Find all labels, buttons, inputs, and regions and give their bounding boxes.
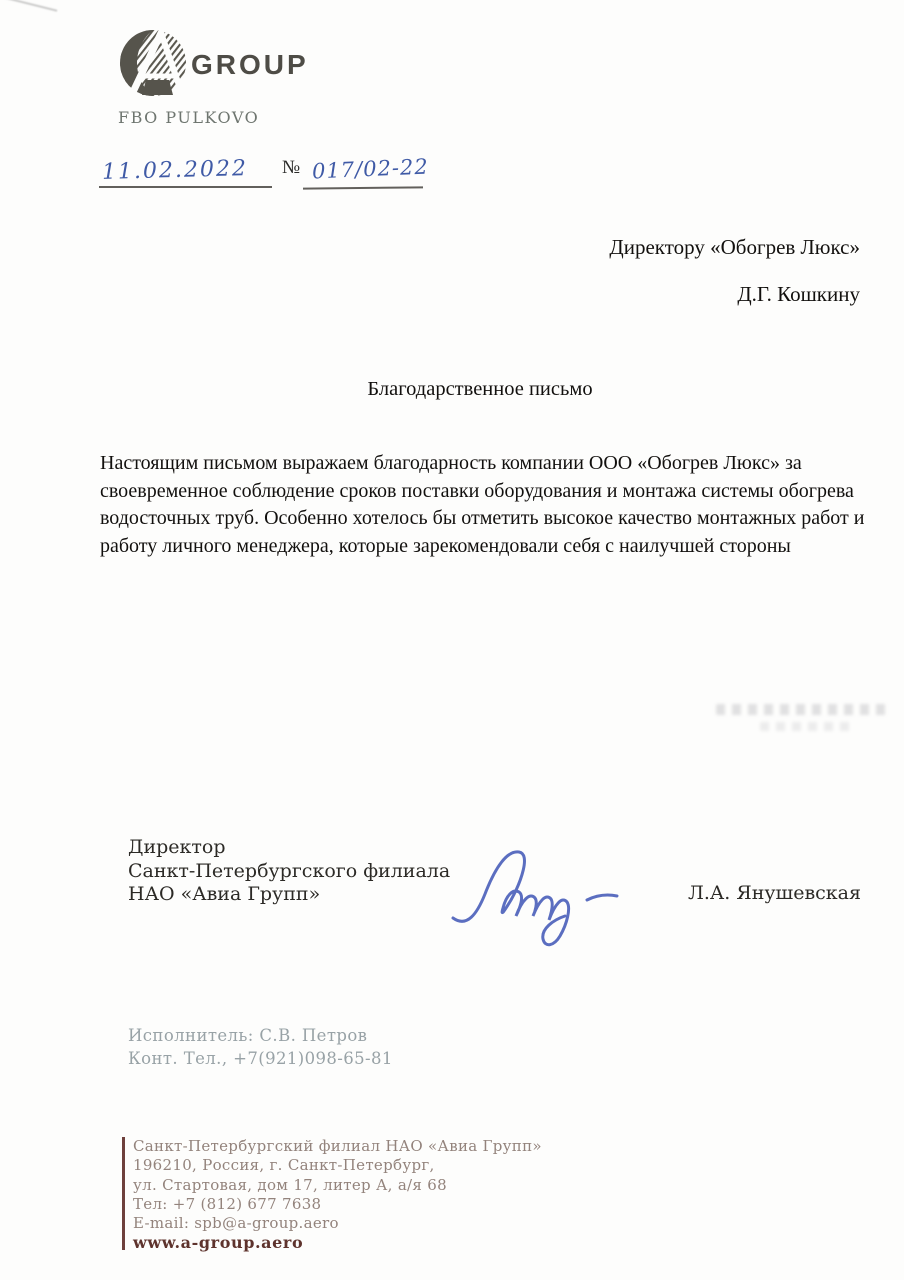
footer-divider-bar xyxy=(122,1137,125,1250)
executor-line-1: Исполнитель: С.В. Петров xyxy=(128,1026,368,1045)
recipient-line-1: Директору «Обогрев Люкс» xyxy=(609,235,860,259)
executor-block xyxy=(128,1024,393,1070)
signer-name: Л.А. Янушевская xyxy=(688,882,861,904)
footer-website: www.a-group.aero xyxy=(133,1233,304,1253)
brand-name: GROUP xyxy=(191,49,309,80)
brand-unit-label: FBO PULKOVO xyxy=(118,108,260,127)
footer-line-4: Тел: +7 (812) 677 7638 xyxy=(133,1194,322,1213)
body-line-1: Настоящим письмом выражаем благодарность компании ООО «Обогрев Люкс» за xyxy=(100,452,802,474)
body-line-3: водосточных труб. Особенно хотелось бы отметить высокое качество монтажных работ и xyxy=(100,507,865,529)
signer-position-line-2: Санкт-Петербургского филиала xyxy=(128,859,451,882)
handwritten-number: 017/02-22 xyxy=(311,154,430,184)
letter-title: Благодарственное письмо xyxy=(367,378,593,400)
body-line-2: своевременное соблюдение сроков поставки оборудования и монтажа системы обогрева xyxy=(100,479,854,502)
scan-bleed-artifact xyxy=(716,704,886,715)
footer-line-1: Санкт-Петербургский филиал НАО «Авиа Групп» xyxy=(133,1137,542,1155)
signer-position-line-3: НАО «Авиа Групп» xyxy=(128,883,321,905)
body-line-4: работу личного менеджера, которые зарекомендовали себя с наилучшей стороны xyxy=(100,534,791,557)
scan-bleed-artifact xyxy=(760,722,856,731)
signer-position-block xyxy=(128,836,450,907)
footer-line-5: E-mail: spb@a-group.aero xyxy=(133,1214,339,1233)
a-group-logo-icon xyxy=(117,26,189,105)
scan-corner-streak xyxy=(0,0,57,12)
footer-line-3: ул. Стартовая, дом 17, литер А, а/я 68 xyxy=(133,1175,447,1194)
letter-body xyxy=(100,450,870,560)
signer-position-line-1: Директор xyxy=(128,836,226,858)
number-sign: № xyxy=(282,157,301,178)
handwritten-signature-icon xyxy=(445,838,655,953)
number-underline xyxy=(303,186,423,189)
footer-line-2: 196210, Россия, г. Санкт-Петербург, xyxy=(133,1156,435,1175)
recipient-line-2: Д.Г. Кошкину xyxy=(737,282,860,306)
footer-contact-block xyxy=(133,1137,542,1253)
recipient-block xyxy=(609,224,860,318)
executor-line-2: Конт. Тел., +7(921)098-65-81 xyxy=(128,1049,393,1068)
date-underline xyxy=(99,186,272,188)
handwritten-date: 11.02.2022 xyxy=(101,156,249,185)
